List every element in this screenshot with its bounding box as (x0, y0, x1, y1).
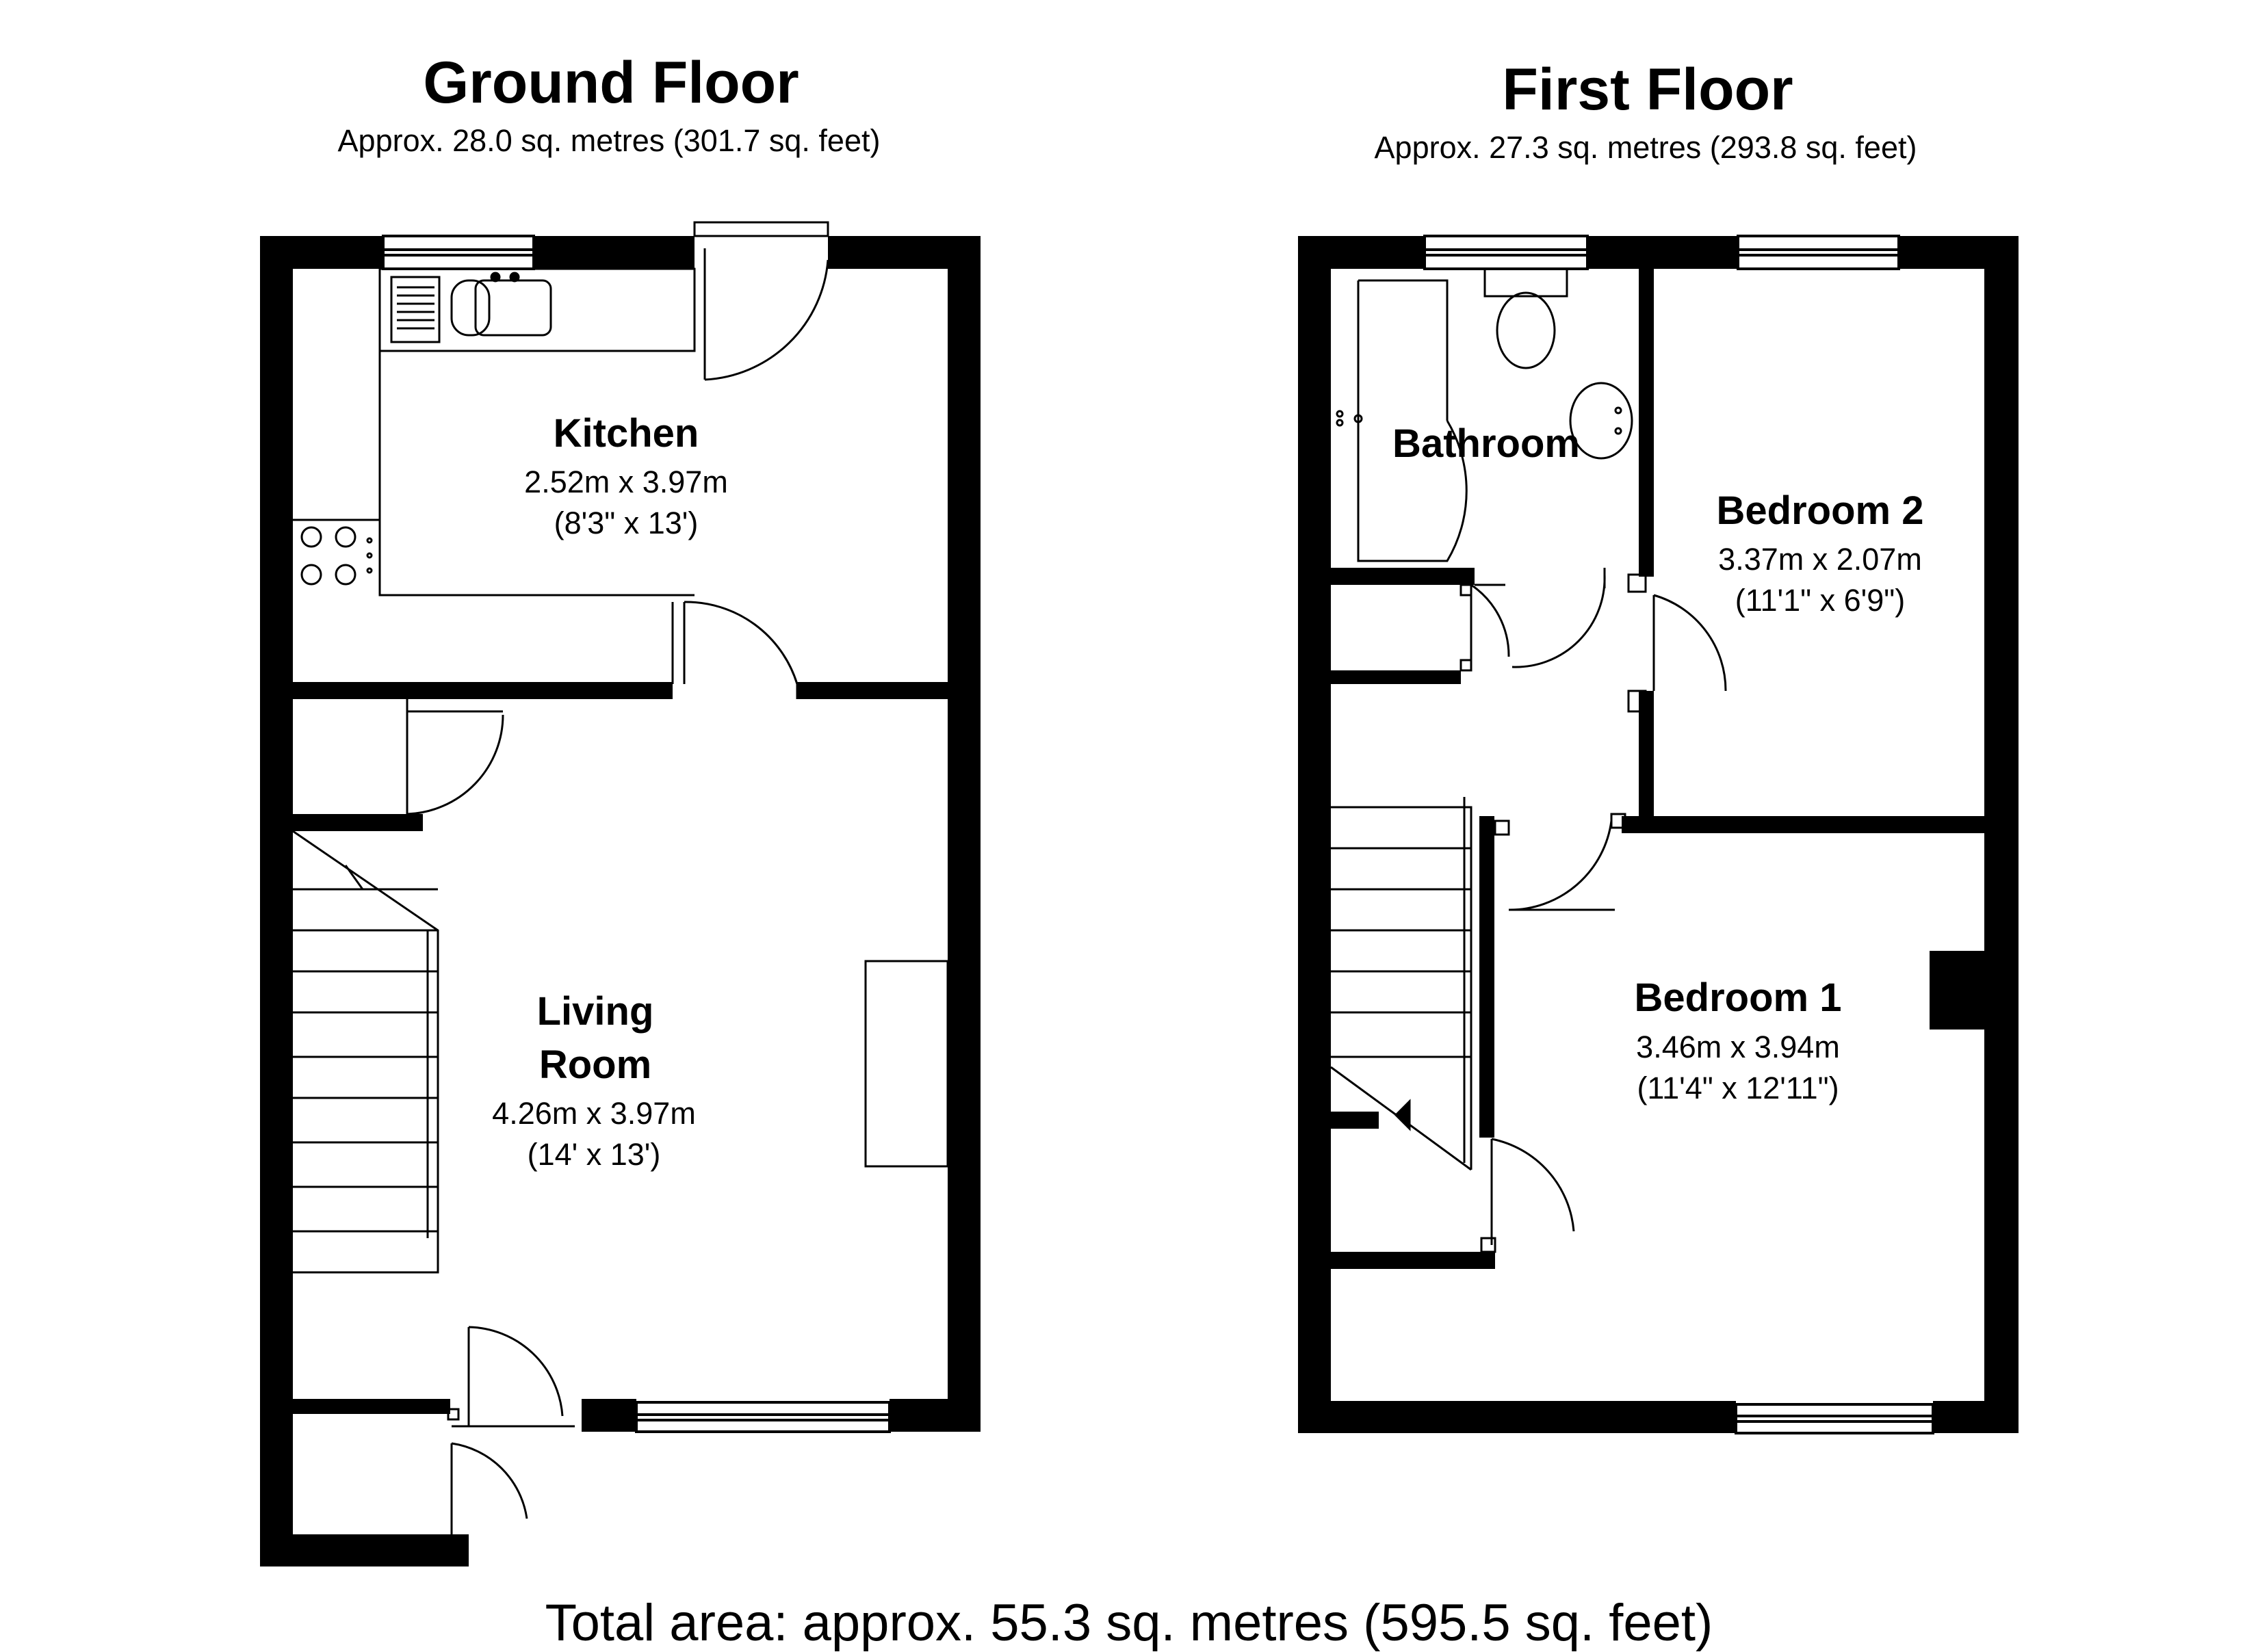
bedroom-1-size-imperial: (11'4" x 12'11") (1637, 1071, 1839, 1105)
kitchen-fittings (293, 222, 828, 699)
first-floor-title: First Floor (1502, 57, 1793, 122)
kitchen-size-imperial: (8'3" x 13') (554, 506, 699, 540)
living-room-size-imperial: (14' x 13') (527, 1137, 661, 1172)
bedroom-2-size-metric: 3.37m x 2.07m (1718, 542, 1922, 577)
living-room-size-metric: 4.26m x 3.97m (492, 1096, 696, 1131)
kitchen-size-metric: 2.52m x 3.97m (524, 464, 728, 499)
bedroom-2-label: Bedroom 2 (1716, 488, 1924, 533)
stairs-ground (293, 699, 503, 1272)
first-floor-area: Approx. 27.3 sq. metres (293.8 sq. feet) (1374, 130, 1917, 165)
bedroom-1-size-metric: 3.46m x 3.94m (1636, 1030, 1840, 1064)
first-floor-walls (1298, 236, 2019, 1433)
living-room-fittings (448, 961, 948, 1534)
total-area: Total area: approx. 55.3 sq. metres (595.5 sq. feet) (545, 1594, 1713, 1652)
bedroom-1-label: Bedroom 1 (1634, 975, 1842, 1020)
living-room-label-line2: Room (538, 1043, 652, 1087)
ground-floor-area: Approx. 28.0 sq. metres (301.7 sq. feet) (337, 123, 881, 158)
bedroom-2-size-imperial: (11'1" x 6'9") (1735, 583, 1906, 618)
kitchen-label: Kitchen (553, 411, 699, 456)
first-floor-plan (1298, 236, 2019, 1433)
first-floor-doors (1461, 575, 1726, 1252)
living-room-label-line1: Living (536, 989, 654, 1034)
ground-floor-title: Ground Floor (423, 50, 799, 116)
bathroom-label: Bathroom (1392, 421, 1580, 466)
bathroom-fittings (1337, 269, 1632, 667)
